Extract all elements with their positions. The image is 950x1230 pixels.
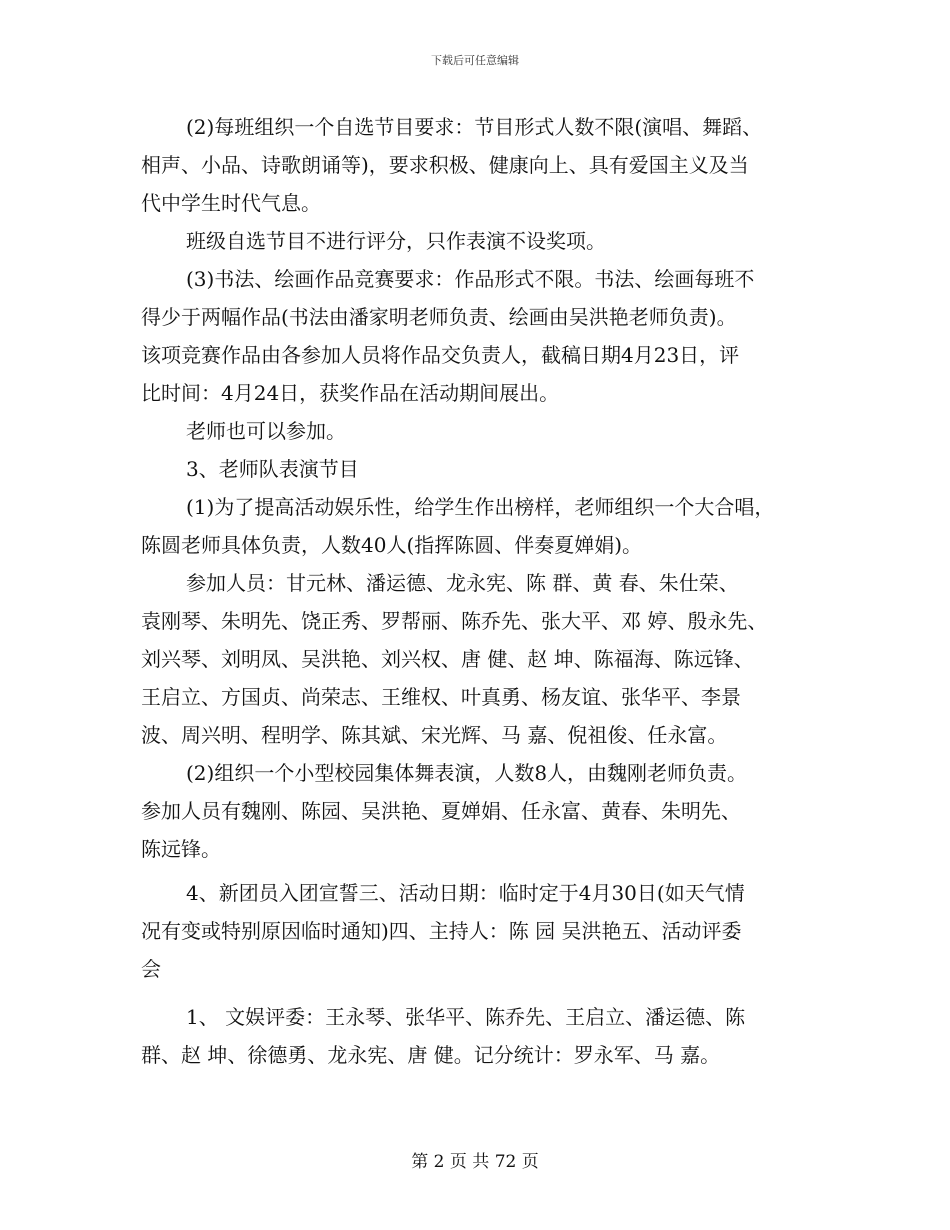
text-line: 参加人员：甘元林、潘运德、龙永宪、陈 群、黄 春、朱仕荣、 — [186, 571, 739, 595]
text-line: 刘兴琴、刘明凤、吴洪艳、刘兴权、唐 健、赵 坤、陈福海、陈远锋、 — [141, 647, 754, 671]
text-line: 袁刚琴、朱明先、饶正秀、罗帮丽、陈乔先、张大平、邓 婷、殷永先、 — [141, 609, 768, 633]
text-line: 比时间：4月24日，获奖作品在活动期间展出。 — [141, 381, 560, 405]
text-line: (1)为了提高活动娱乐性，给学生作出榜样，老师组织一个大合唱， — [186, 495, 775, 519]
text-line: 老师也可以参加。 — [186, 419, 346, 443]
text-line: 参加人员有魏刚、陈园、吴洪艳、夏婵娟、任永富、黄春、朱明先、 — [141, 799, 741, 823]
text-line: 班级自选节目不进行评分，只作表演不设奖项。 — [186, 229, 606, 253]
text-line: 群、赵 坤、徐德勇、龙永宪、唐 健。记分统计：罗永军、马 嘉。 — [141, 1043, 721, 1067]
text-line: 波、周兴明、程明学、陈其斌、宋光辉、马 嘉、倪祖俊、任永富。 — [141, 723, 728, 747]
text-line: 会 — [141, 957, 161, 981]
text-line: (3)书法、绘画作品竞赛要求：作品形式不限。书法、绘画每班不 — [186, 267, 755, 291]
text-line: 王启立、方国贞、尚荣志、王维权、叶真勇、杨友谊、张华平、李景 — [141, 685, 741, 709]
text-line: (2)每班组织一个自选节目要求：节目形式人数不限(演唱、舞蹈、 — [186, 115, 763, 139]
text-line: 况有变或特别原因临时通知)四、主持人：陈 园 吴洪艳五、活动评委 — [141, 919, 742, 943]
text-line: 4、新团员入团宣誓三、活动日期：临时定于4月30日(如天气情 — [186, 881, 745, 905]
text-line: (2)组织一个小型校园集体舞表演，人数8人，由魏刚老师负责。 — [186, 761, 748, 785]
text-line: 1、 文娱评委：王永琴、张华平、陈乔先、王启立、潘运德、陈 — [186, 1005, 746, 1029]
text-line: 陈圆老师具体负责，人数40人(指挥陈圆、伴奏夏婵娟)。 — [141, 533, 643, 557]
document-body — [141, 108, 821, 1074]
text-line: 相声、小品、诗歌朗诵等)，要求积极、健康向上、具有爱国主义及当 — [141, 153, 749, 177]
text-line: 该项竞赛作品由各参加人员将作品交负责人，截稿日期4月23日，评 — [141, 343, 740, 367]
text-line: 代中学生时代气息。 — [141, 191, 321, 215]
page-header: 下载后可任意编辑 — [431, 54, 519, 67]
text-line: 陈远锋。 — [141, 837, 221, 861]
text-line: 得少于两幅作品(书法由潘家明老师负责、绘画由吴洪艳老师负责)。 — [141, 305, 737, 329]
page-number: 第 2 页 共 72 页 — [411, 1152, 539, 1172]
section-heading: 3、老师队表演节目 — [186, 457, 359, 481]
